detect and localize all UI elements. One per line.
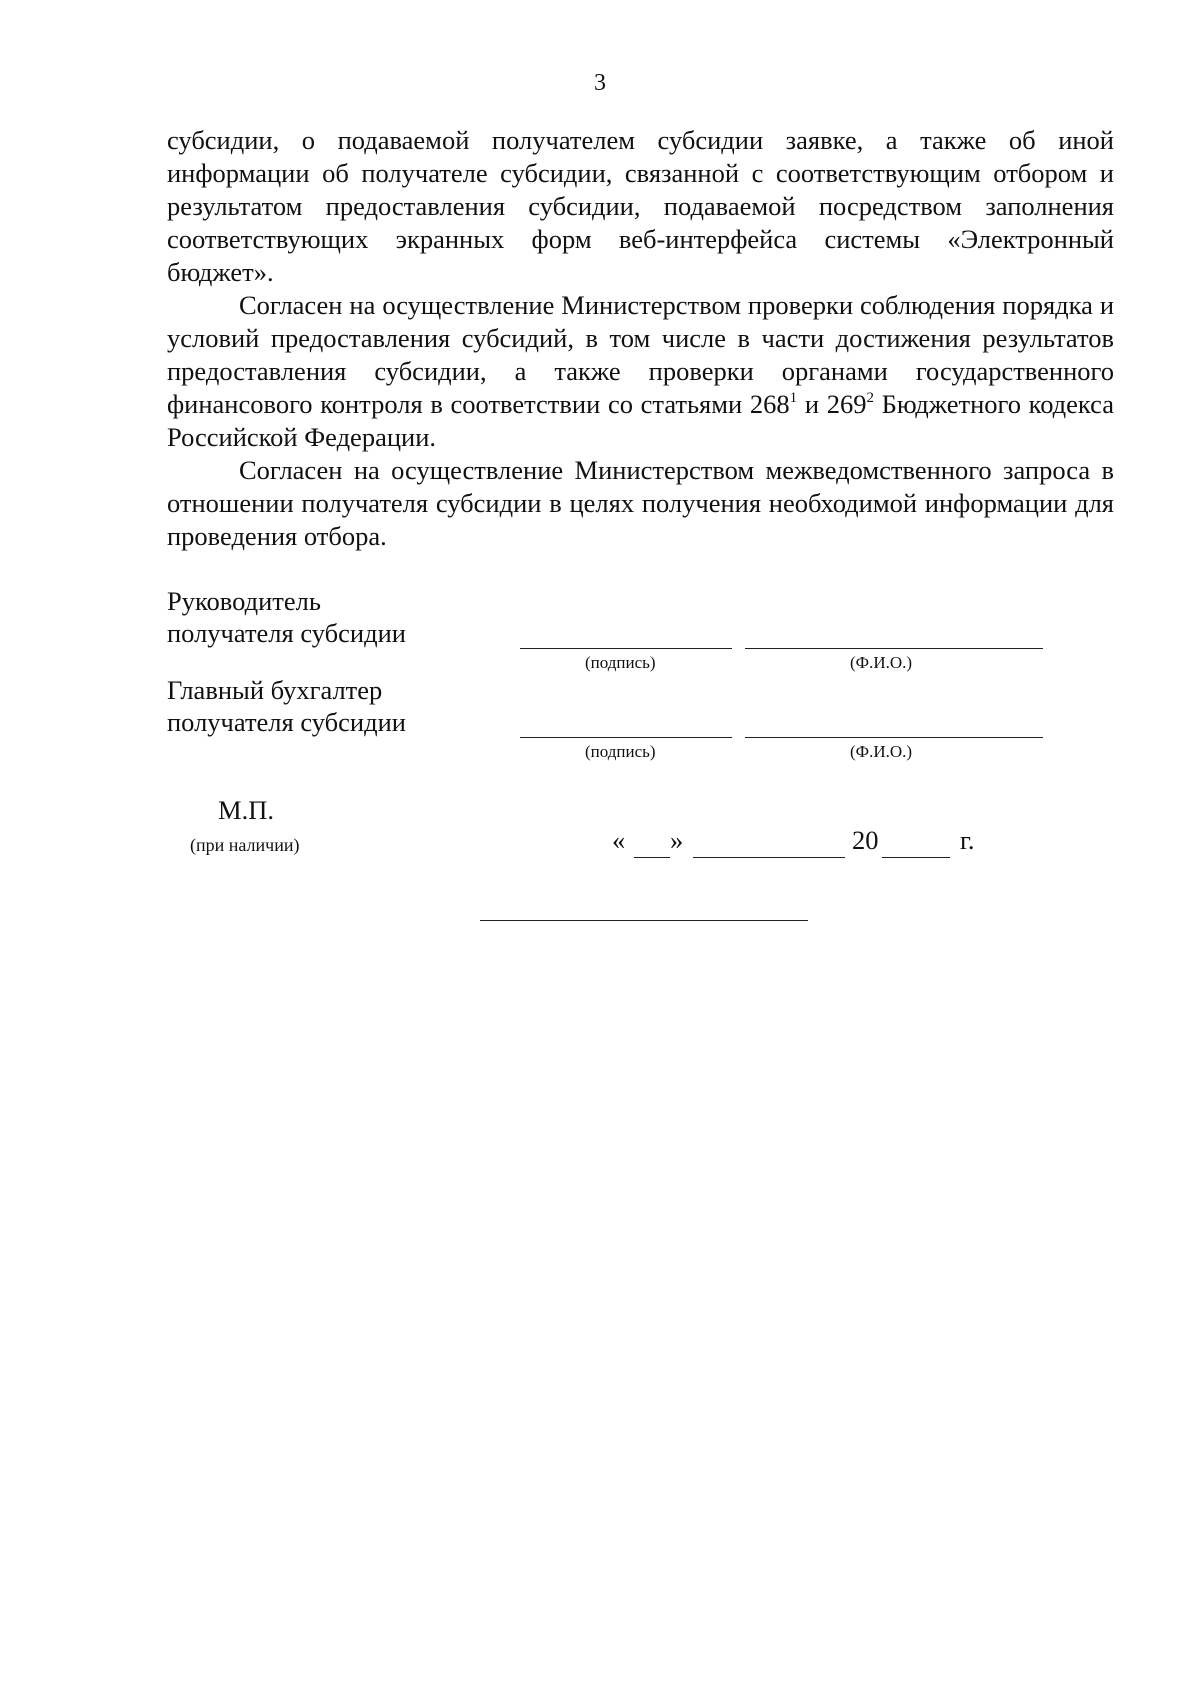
- head-signature-line[interactable]: [520, 648, 732, 649]
- paragraph-2-middle: и 269: [797, 389, 867, 419]
- superscript-1: 1: [789, 390, 798, 406]
- date-close-quote: »: [670, 825, 684, 855]
- head-label-line1: Руководитель: [167, 586, 321, 616]
- date-year-line[interactable]: [882, 857, 950, 858]
- bottom-divider: [480, 920, 808, 921]
- stamp-label: М.П.: [218, 795, 274, 825]
- head-label-line2: получателя субсидии: [167, 618, 406, 648]
- accountant-signature-caption: (подпись): [585, 742, 656, 761]
- accountant-label-line2: получателя субсидии: [167, 707, 406, 737]
- date-month-line[interactable]: [693, 857, 845, 858]
- stamp-note: (при наличии): [190, 835, 300, 855]
- date-year-suffix: г.: [960, 825, 975, 855]
- document-body: [167, 124, 1114, 553]
- accountant-name-line[interactable]: [745, 737, 1043, 738]
- date-year-prefix: 20: [852, 825, 879, 855]
- date-day-line[interactable]: [634, 857, 670, 858]
- paragraph-3: Согласен на осуществление Министерством межведомственного запроса в отношении получателя субсидии в целях получения необходимой информации для проведения отбора.: [167, 455, 1114, 551]
- date-open-quote: «: [612, 825, 626, 855]
- paragraph-2-text: Согласен на осуществление Министерством проверки соблюдения порядка и условий предоставления субсидий, в том числе в части достижения результатов предоставления субсидии, а также проверки органами государственного финансового контроля в соответствии со статьями 268: [167, 290, 1114, 419]
- page-number: 3: [594, 70, 606, 96]
- paragraph-2: [167, 289, 1114, 454]
- superscript-2: 2: [866, 390, 874, 406]
- paragraph-2-end: Бюджетного кодекса Российской Федерации.: [167, 389, 1114, 452]
- accountant-name-caption: (Ф.И.О.): [850, 742, 913, 761]
- head-name-caption: (Ф.И.О.): [850, 653, 913, 672]
- paragraph-1: субсидии, о подаваемой получателем субсидии заявке, а также об иной информации об получателе субсидии, связанной с соответствующим отбором и результатом предоставления субсидии, подаваемой посредством заполнения соответствующих экранных форм веб-интерфейса системы «Электронный бюджет».: [167, 125, 1114, 287]
- accountant-signature-line[interactable]: [520, 737, 732, 738]
- head-signature-caption: (подпись): [585, 653, 656, 672]
- accountant-label-line1: Главный бухгалтер: [167, 675, 383, 705]
- head-name-line[interactable]: [745, 648, 1043, 649]
